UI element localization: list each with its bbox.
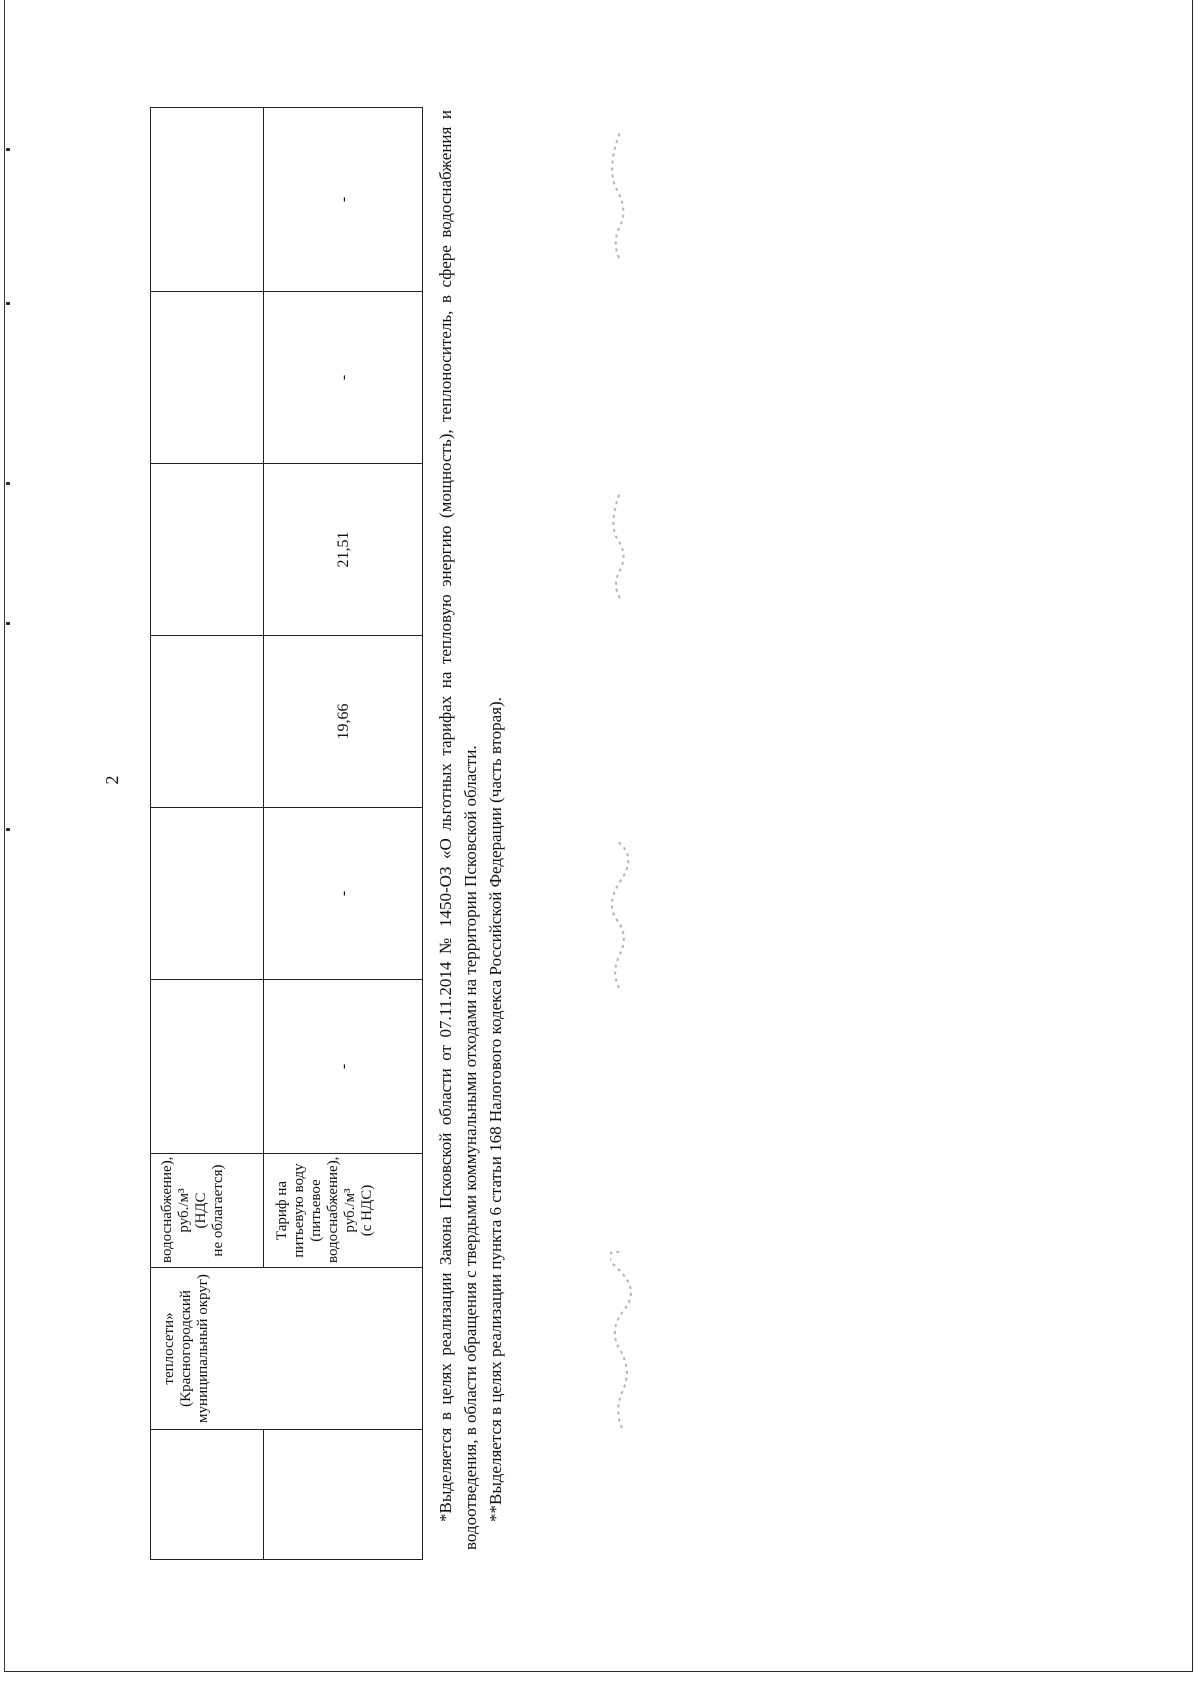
page-number: 2 <box>102 775 122 785</box>
table-cell: - <box>264 108 423 292</box>
table-cell: 21,51 <box>264 464 423 636</box>
table-cell <box>151 292 264 464</box>
organization-cell: теплосети» (Красногородский муниципальный округ) <box>151 1268 423 1430</box>
scan-speck <box>6 148 10 151</box>
footnote-tax-code: **Выделяется в целях реализации пункта 6 статьи 168 Налогового кодекса Российской Федерации (часть вторая). <box>486 697 505 1522</box>
table-cell <box>264 1430 423 1560</box>
scan-speck <box>6 622 10 625</box>
table-cell: - <box>264 808 423 980</box>
scan-speck <box>6 482 10 485</box>
rotated-page-content <box>102 0 570 1560</box>
table-cell <box>151 636 264 808</box>
faded-signature-mark <box>608 840 630 990</box>
scan-edge-left <box>4 0 5 1672</box>
table-cell: - <box>264 980 423 1154</box>
tariff-table <box>150 107 423 1560</box>
table-cell <box>151 108 264 292</box>
tariff-label-cell: водоснабжение), руб./м³ (НДС не облагается) <box>151 1154 264 1268</box>
table-row <box>151 108 264 1560</box>
footnote-tariff-law: *Выделяется в целях реализации Закона Псковской области от 07.11.2014 № 1450-ОЗ «О льготных тарифах на тепловую энергию (мощность), теплоноситель, в сфере водоснабжения и водоотведения, в области обращения с твердыми коммунальными отходами на территории Псковской области. <box>436 110 480 1550</box>
scan-edge-bottom <box>4 1671 1193 1672</box>
scan-speck <box>6 302 10 305</box>
table-cell <box>151 808 264 980</box>
scan-speck <box>6 828 10 831</box>
table-cell <box>151 464 264 636</box>
table-cell <box>151 1430 264 1560</box>
faded-signature-mark <box>608 130 630 260</box>
scan-edge-right <box>1192 0 1193 1672</box>
table-cell <box>151 980 264 1154</box>
table-cell: - <box>264 292 423 464</box>
footnotes <box>433 110 508 1550</box>
faded-signature-mark <box>610 1250 632 1430</box>
table-cell: 19,66 <box>264 636 423 808</box>
faded-signature-mark <box>608 490 630 600</box>
tariff-label-cell: Тариф на питьевую воду (питьевое водоснабжение), руб./м³ (с НДС) <box>264 1154 423 1268</box>
